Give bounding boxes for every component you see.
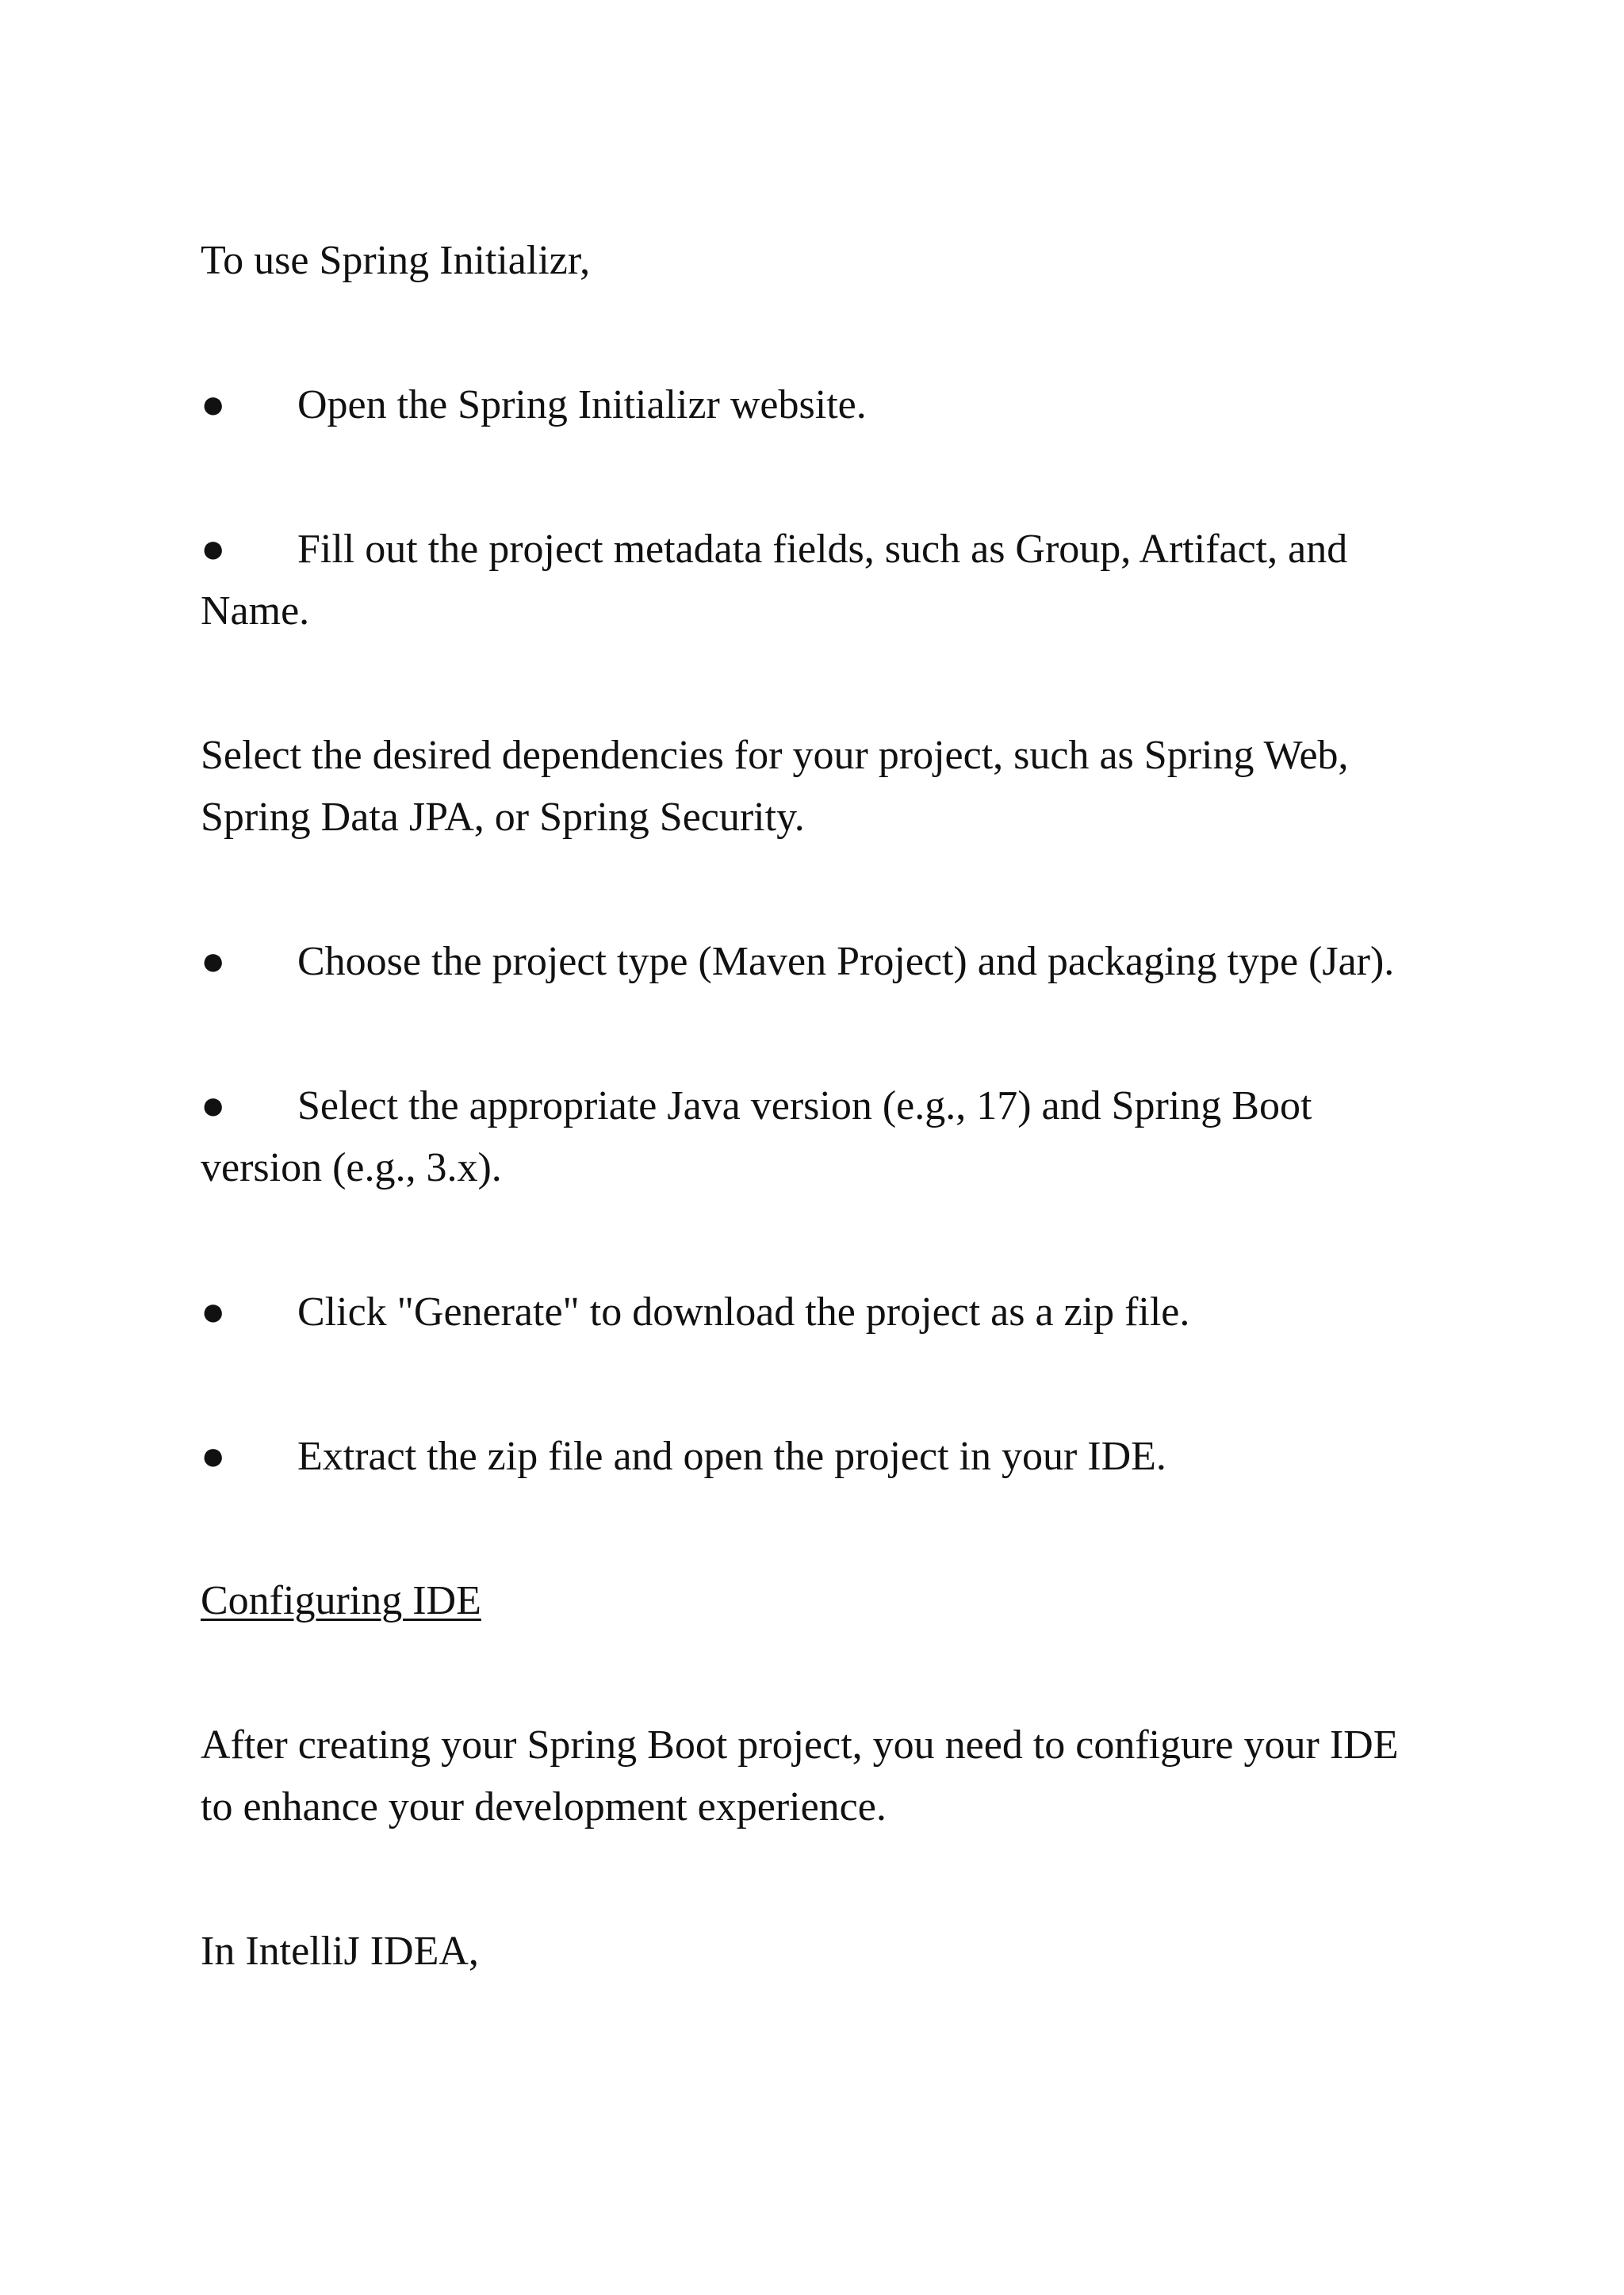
bullet-icon: ● xyxy=(201,527,226,572)
after-creating-paragraph-line1: After creating your Spring Boot project, you need to configure your IDE xyxy=(201,1722,1399,1768)
bullet-icon: ● xyxy=(201,1083,226,1128)
bullet-item-java-version xyxy=(201,1075,1312,1137)
bullet-item-extract xyxy=(201,1426,1166,1488)
intellij-paragraph: In IntelliJ IDEA, xyxy=(201,1929,479,1974)
bullet-text: Choose the project type (Maven Project) and packaging type (Jar). xyxy=(297,939,1395,984)
bullet-item-open-website xyxy=(201,374,867,436)
bullet-icon: ● xyxy=(201,1289,226,1335)
bullet-item-metadata xyxy=(201,519,1347,580)
bullet-item-java-version-continuation: version (e.g., 3.x). xyxy=(201,1145,502,1190)
bullet-text: Fill out the project metadata fields, such as Group, Artifact, and xyxy=(297,527,1348,572)
bullet-item-project-type xyxy=(201,931,1394,993)
intro-paragraph: To use Spring Initializr, xyxy=(201,238,591,283)
bullet-icon: ● xyxy=(201,382,226,427)
after-creating-paragraph-line2: to enhance your development experience. xyxy=(201,1784,887,1829)
dependencies-paragraph-line1: Select the desired dependencies for your project, such as Spring Web, xyxy=(201,733,1349,778)
bullet-icon: ● xyxy=(201,939,226,984)
section-heading: Configuring IDE xyxy=(201,1578,481,1623)
dependencies-paragraph-line2: Spring Data JPA, or Spring Security. xyxy=(201,795,805,840)
bullet-text: Extract the zip file and open the project in your IDE. xyxy=(297,1434,1166,1479)
bullet-item-metadata-continuation: Name. xyxy=(201,588,310,634)
bullet-icon: ● xyxy=(201,1434,226,1479)
bullet-item-generate xyxy=(201,1282,1189,1343)
bullet-text: Open the Spring Initializr website. xyxy=(297,382,867,427)
bullet-text: Click "Generate" to download the project as a zip file. xyxy=(297,1289,1190,1335)
bullet-text: Select the appropriate Java version (e.g., 17) and Spring Boot xyxy=(297,1083,1312,1128)
